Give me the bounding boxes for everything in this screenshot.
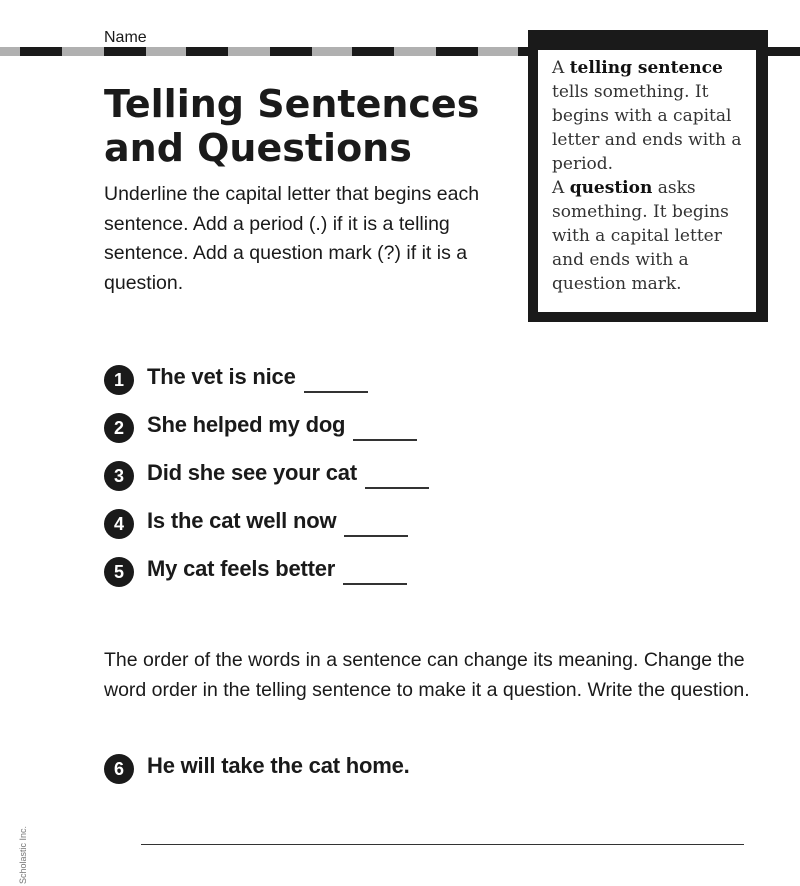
telling-term: telling sentence xyxy=(569,58,723,78)
answer-blank[interactable] xyxy=(344,515,408,537)
telling-definition: tells something. It begins with a capital letter and ends with a period. xyxy=(552,82,742,174)
question-definition: asks something. It begins with a capital letter and ends with a question mark. xyxy=(552,178,729,294)
answer-blank[interactable] xyxy=(343,563,407,585)
title-line-2: and Questions xyxy=(104,126,412,170)
question-prefix: A xyxy=(552,178,570,198)
exercise-item-6 xyxy=(104,749,410,783)
page-title xyxy=(104,82,479,170)
section-2-instructions: The order of the words in a sentence can change its meaning. Change the word order in the telling sentence to make it a question. Write the question. xyxy=(104,649,750,701)
item-sentence: My cat feels better xyxy=(147,556,336,581)
answer-blank[interactable] xyxy=(353,419,417,441)
exercise-item-3 xyxy=(104,456,429,490)
answer-blank[interactable] xyxy=(365,467,429,489)
exercise-item-4 xyxy=(104,504,408,538)
exercise-item-1 xyxy=(104,360,368,394)
publisher-credit: Scholastic Inc. xyxy=(18,825,28,884)
name-label: Name xyxy=(104,29,147,46)
question-term: question xyxy=(569,178,653,198)
telling-prefix: A xyxy=(552,58,570,78)
item-number-badge: 4 xyxy=(104,509,134,539)
item-number-badge: 5 xyxy=(104,557,134,587)
title-line-1: Telling Sentences xyxy=(104,82,480,126)
item-number-badge: 1 xyxy=(104,365,134,395)
item-sentence: He will take the cat home. xyxy=(147,753,410,778)
item-sentence: Did she see your cat xyxy=(147,460,357,485)
answer-write-line[interactable] xyxy=(141,844,744,845)
definition-box xyxy=(528,30,768,322)
item-sentence: Is the cat well now xyxy=(147,508,337,533)
item-number-badge: 2 xyxy=(104,413,134,443)
definition-box-content xyxy=(538,50,756,312)
instructions: Underline the capital letter that begins each sentence. Add a period (.) if it is a telling sentence. Add a question mark (?) if it is a question. xyxy=(104,183,480,294)
item-number-badge: 3 xyxy=(104,461,134,491)
exercise-item-2 xyxy=(104,408,417,442)
exercise-item-5 xyxy=(104,552,407,586)
answer-blank[interactable] xyxy=(304,371,368,393)
item-number-badge: 6 xyxy=(104,754,134,784)
item-sentence: The vet is nice xyxy=(147,364,296,389)
item-sentence: She helped my dog xyxy=(147,412,346,437)
